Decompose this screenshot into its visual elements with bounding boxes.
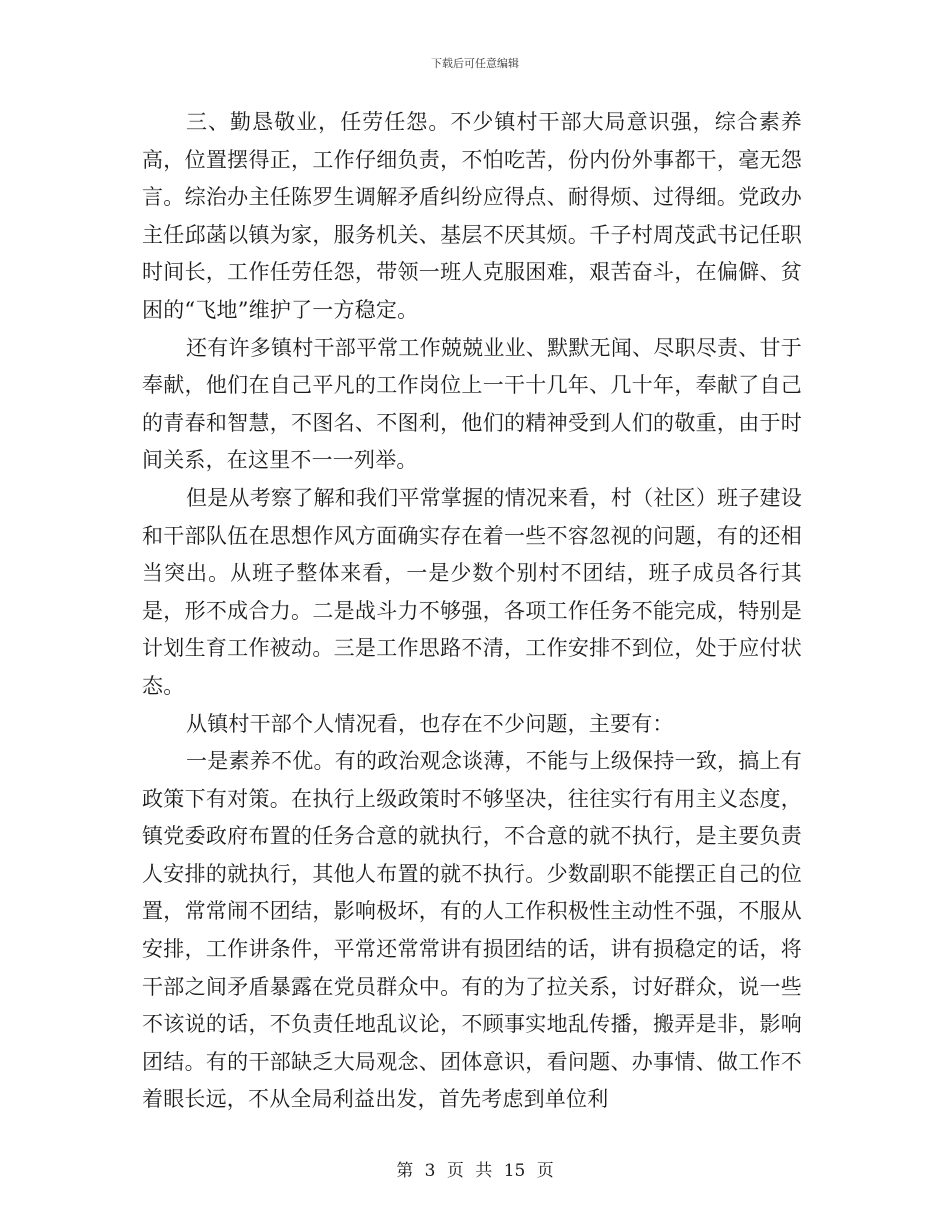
page-header: 下载后可任意编辑 [431, 57, 519, 70]
paragraph-4: 从镇村干部个人情况看，也存在不少问题，主要有： [186, 711, 674, 736]
paragraph-5: 一是素养不优。有的政治观念谈薄，不能与上级保持一致，搞上有政策下有对策。在执行上级政策时不够坚决，往往实行有用主义态度，镇党委政府布置的任务合意的就执行，不合意的就不执行，是主要负责人安排的就执行，其他人布置的就不执行。少数副职不能摆正自己的位置，常常闹不团结，影响极坏，有的人工作积极性主动性不强，不服从安排，工作讲条件，平常还常常讲有损团结的话，讲有损稳定的话，将干部之间矛盾暴露在党员群众中。有的为了拉关系，讨好群众，说一些不该说的话，不负责任地乱议论，不顾事实地乱传播，搬弄是非，影响团结。有的干部缺乏大局观念、团体意识，看问题、办事情、做工作不着眼长远，不从全局利益出发，首先考虑到单位利 [142, 749, 802, 1112]
paragraph-3: 但是从考察了解和我们平常掌握的情况来看，村（社区）班子建设和干部队伍在思想作风方面确实存在着一些不容忽视的问题，有的还相当突出。从班子整体来看，一是少数个别村不团结，班子成员各行其是，形不成合力。二是战斗力不够强，各项工作任务不能完成，特别是计划生育工作被动。三是工作思路不清，工作安排不到位，处于应付状态。 [142, 485, 802, 698]
paragraph-1: 三、勤恳敬业，任劳任怨。不少镇村干部大局意识强，综合素养高，位置摆得正，工作仔细负责，不怕吃苦，份内份外事都干，毫无怨言。综治办主任陈罗生调解矛盾纠纷应得点、耐得烦、过得细。党政办主任邱菡以镇为家，服务机关、基层不厌其烦。千子村周茂武书记任职时间长，工作任劳任怨，带领一班人克服困难，艰苦奋斗，在偏僻、贫困的“飞地”维护了一方稳定。 [142, 110, 802, 322]
page-footer: 第 3 页 共 15 页 [396, 1161, 554, 1181]
document-body [142, 104, 802, 1119]
paragraph-2: 还有许多镇村干部平常工作兢兢业业、默默无闻、尽职尽责、甘于奉献，他们在自己平凡的工作岗位上一干十几年、几十年，奉献了自己的青春和智慧，不图名、不图利，他们的精神受到人们的敬重，由于时间关系，在这里不一一列举。 [142, 335, 802, 473]
